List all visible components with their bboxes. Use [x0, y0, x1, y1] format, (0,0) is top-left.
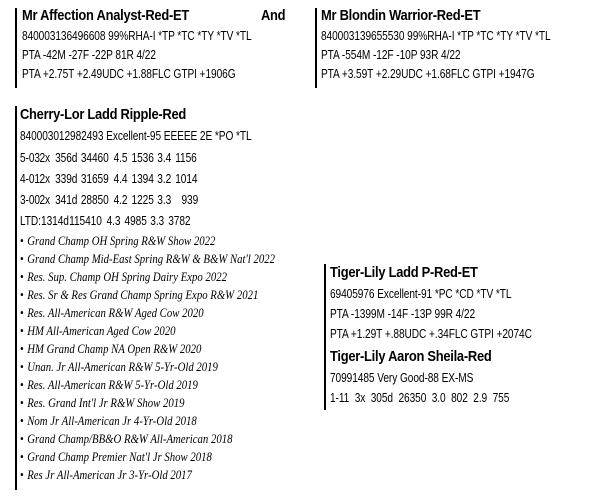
award-item: • Grand Champ/BB&O R&W All-American 2018: [20, 432, 233, 446]
dam-rule: [15, 106, 17, 490]
award-item: • Unan. Jr All-American R&W 5-Yr-Old 2019: [20, 360, 218, 374]
dam-ltd-row: LTD:1314d115410 4.3 4985 3.3 3782: [20, 213, 191, 228]
maternal-sire-rule: [315, 8, 317, 88]
sire-name: Mr Affection Analyst-Red-ET: [22, 7, 189, 24]
sire-connector: And: [261, 7, 286, 24]
award-item: • Res. Sr & Res Grand Champ Spring Expo R&W 2021: [20, 288, 259, 302]
sire-id-line: 840003136496608 99%RHA-I *TP *TC *TY *TV *TL: [22, 28, 252, 43]
award-item: • Grand Champ Mid-East Spring R&W & B&W Nat'l 2022: [20, 252, 275, 266]
maternal-sire-name: Mr Blondin Warrior-Red-ET: [321, 7, 481, 24]
award-item: • Res. Sup. Champ OH Spring Dairy Expo 2022: [20, 270, 227, 284]
granddam-name: Tiger-Lily Ladd P-Red-ET: [330, 264, 478, 281]
maternal-sire-pta-line: PTA -554M -12F -10P 93R 4/22: [321, 47, 461, 62]
sire-rule: [15, 8, 17, 88]
dam-record-row: 3-002x 341d 28850 4.2 1225 3.3 939: [20, 192, 199, 207]
award-item: • Grand Champ Premier Nat'l Jr Show 2018: [20, 450, 212, 464]
dam-record-row: 5-032x 356d 34460 4.5 1536 3.4 1156: [20, 150, 197, 165]
granddam-rule: [324, 264, 326, 410]
maternal-sire-pta2-line: PTA +3.59T +2.29UDC +1.68FLC GTPI +1947G: [321, 66, 535, 81]
great-granddam-name: Tiger-Lily Aaron Sheila-Red: [330, 348, 492, 365]
award-item: • Res Jr All-American Jr 3-Yr-Old 2017: [20, 468, 192, 482]
granddam-id-line: 69405976 Excellent-91 *PC *CD *TV *TL: [330, 286, 512, 301]
award-item: • Grand Champ OH Spring R&W Show 2022: [20, 234, 216, 248]
great-granddam-id-line: 70991485 Very Good-88 EX-MS: [330, 370, 474, 385]
dam-record-row: 4-012x 339d 31659 4.4 1394 3.2 1014: [20, 171, 198, 186]
granddam-pta2-line: PTA +1.29T +.88UDC +.34FLC GTPI +2074C: [330, 326, 532, 341]
great-granddam-record-line: 1-11 3x 305d 26350 3.0 802 2.9 755: [330, 390, 510, 405]
award-item: • Res. All-American R&W Aged Cow 2020: [20, 306, 204, 320]
sire-pta-line: PTA -42M -27F -22P 81R 4/22: [22, 47, 156, 62]
award-item: • HM All-American Aged Cow 2020: [20, 324, 176, 338]
award-item: • HM Grand Champ NA Open R&W 2020: [20, 342, 202, 356]
award-item: • Nom Jr All-American Jr 4-Yr-Old 2018: [20, 414, 197, 428]
maternal-sire-id-line: 840003139655530 99%RHA-I *TP *TC *TY *TV *TL: [321, 28, 551, 43]
award-item: • Res. All-American R&W 5-Yr-Old 2019: [20, 378, 198, 392]
dam-id-line: 840003012982493 Excellent-95 EEEEE 2E *PO *TL: [20, 128, 252, 143]
award-item: • Res. Grand Int'l Jr R&W Show 2019: [20, 396, 185, 410]
granddam-pta-line: PTA -1399M -14F -13P 99R 4/22: [330, 306, 476, 321]
dam-name: Cherry-Lor Ladd Ripple-Red: [20, 106, 187, 123]
sire-pta2-line: PTA +2.75T +2.49UDC +1.88FLC GTPI +1906G: [22, 66, 236, 81]
